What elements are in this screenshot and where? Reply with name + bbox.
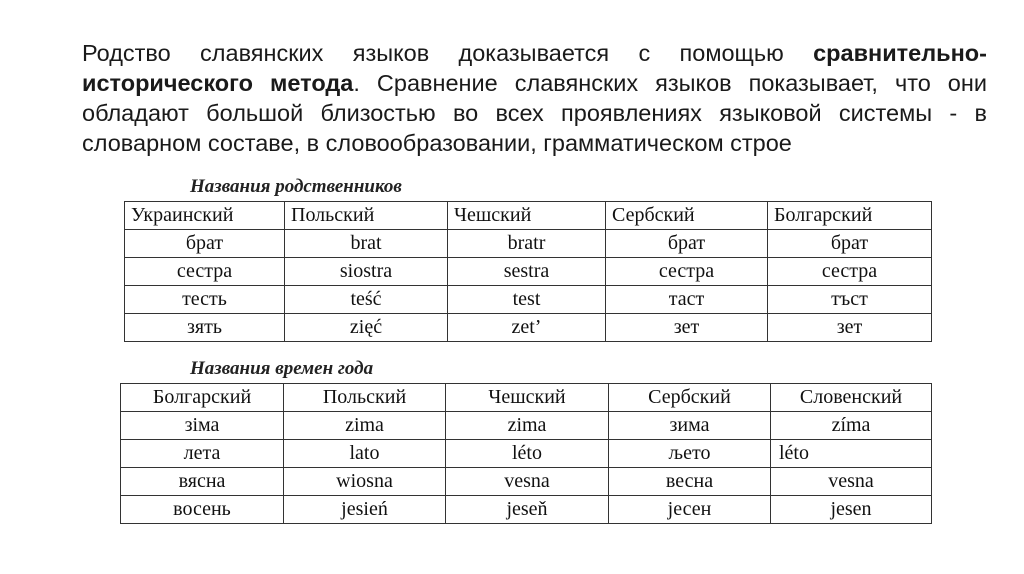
header-cell: Чешский xyxy=(446,384,609,412)
table-cell: wiosna xyxy=(284,468,446,496)
header-cell: Сербский xyxy=(609,384,771,412)
table-cell: сестра xyxy=(606,258,768,286)
relatives-caption: Названия родственников xyxy=(190,176,402,197)
table-cell: zięć xyxy=(285,314,448,342)
table-row xyxy=(125,230,932,258)
table-cell: jesen xyxy=(771,496,932,524)
intro-bold-term: сравнительно-исторического метода xyxy=(82,40,987,96)
seasons-caption: Названия времен года xyxy=(190,358,374,379)
table-cell: брат xyxy=(606,230,768,258)
table-cell: brat xyxy=(285,230,448,258)
table-cell: зет xyxy=(768,314,932,342)
header-cell: Болгарский xyxy=(768,202,932,230)
header-cell: Польский xyxy=(284,384,446,412)
table-cell: таст xyxy=(606,286,768,314)
table-cell: вясна xyxy=(121,468,284,496)
table-row xyxy=(121,440,932,468)
table-cell: zima xyxy=(446,412,609,440)
relatives-table xyxy=(124,201,932,342)
table-cell: léto xyxy=(771,440,932,468)
table-cell: jesień xyxy=(284,496,446,524)
table-cell: zíma xyxy=(771,412,932,440)
header-cell: Чешский xyxy=(448,202,606,230)
table-cell: jeseň xyxy=(446,496,609,524)
table-cell: test xyxy=(448,286,606,314)
table-row xyxy=(121,412,932,440)
table-header-row xyxy=(121,384,932,412)
table-cell: teść xyxy=(285,286,448,314)
table-row xyxy=(125,258,932,286)
table-cell: зіма xyxy=(121,412,284,440)
table-cell: восень xyxy=(121,496,284,524)
table-cell: тесть xyxy=(125,286,285,314)
table-row xyxy=(125,286,932,314)
seasons-table xyxy=(120,383,932,524)
table-cell: сестра xyxy=(125,258,285,286)
table-cell: тъст xyxy=(768,286,932,314)
header-cell: Украинский xyxy=(125,202,285,230)
table-cell: bratr xyxy=(448,230,606,258)
table-cell: брат xyxy=(125,230,285,258)
table-cell: зет xyxy=(606,314,768,342)
table-cell: zet’ xyxy=(448,314,606,342)
table-row xyxy=(121,496,932,524)
table-cell: брат xyxy=(768,230,932,258)
table-row xyxy=(125,314,932,342)
table-cell: зима xyxy=(609,412,771,440)
intro-text-end: . Сравнение славянских языков показывает, что они обладают большой близостью во всех проявлениях языковой системы - в словарном составе, в словообразовании, грамматическом строе xyxy=(82,70,987,156)
table-cell: zima xyxy=(284,412,446,440)
table-cell: јесен xyxy=(609,496,771,524)
table-cell: lato xyxy=(284,440,446,468)
intro-text-start: Родство славянских языков доказывается с помощью xyxy=(82,40,814,66)
table-cell: лета xyxy=(121,440,284,468)
table-cell: зять xyxy=(125,314,285,342)
table-cell: сестра xyxy=(768,258,932,286)
header-cell: Польский xyxy=(285,202,448,230)
table-cell: léto xyxy=(446,440,609,468)
table-cell: siostra xyxy=(285,258,448,286)
table-cell: љето xyxy=(609,440,771,468)
header-cell: Болгарский xyxy=(121,384,284,412)
header-cell: Сербский xyxy=(606,202,768,230)
table-cell: vesna xyxy=(446,468,609,496)
table-header-row xyxy=(125,202,932,230)
table-row xyxy=(121,468,932,496)
table-cell: весна xyxy=(609,468,771,496)
header-cell: Словенский xyxy=(771,384,932,412)
table-cell: vesna xyxy=(771,468,932,496)
intro-paragraph xyxy=(82,38,987,158)
table-cell: sestra xyxy=(448,258,606,286)
